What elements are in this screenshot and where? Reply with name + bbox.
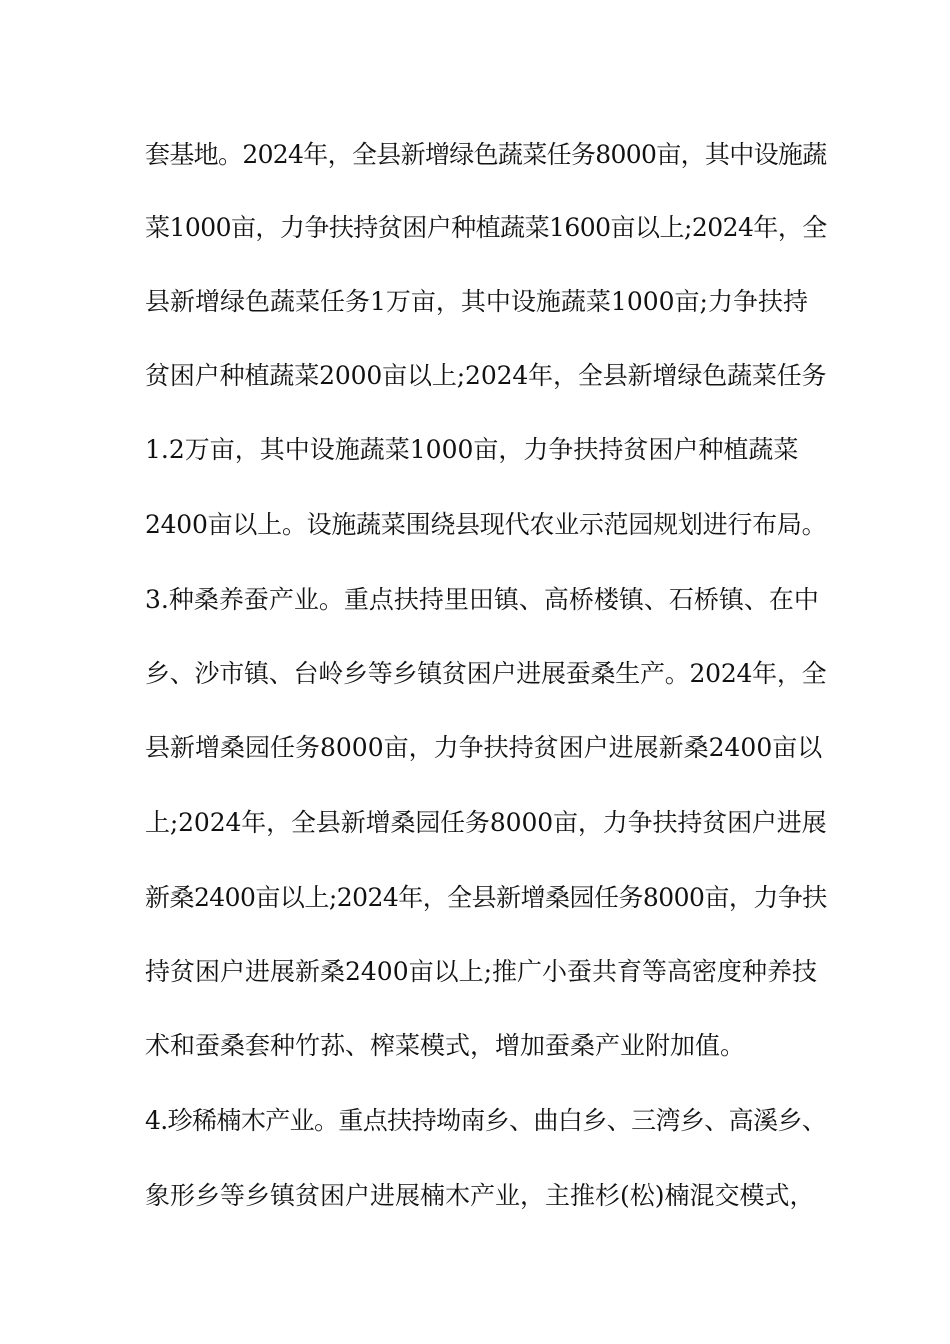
- text-line: 持贫困户进展新桑2400亩以上;推广小蚕共育等高密度种养技: [145, 957, 818, 986]
- text-line: 2400亩以上。设施蔬菜围绕县现代农业示范园规划进行布局。: [145, 510, 827, 539]
- text-line: 4.珍稀楠木产业。重点扶持坳南乡、曲白乡、三湾乡、高溪乡、: [145, 1106, 827, 1135]
- text-line: 1.2万亩，其中设施蔬菜1000亩，力争扶持贫困户种植蔬菜: [145, 435, 799, 464]
- text-line: 术和蚕桑套种竹荪、榨菜模式，增加蚕桑产业附加值。: [145, 1031, 746, 1060]
- text-line: 县新增绿色蔬菜任务1万亩，其中设施蔬菜1000亩;力争扶持: [145, 287, 808, 316]
- text-line: 上;2024年，全县新增桑园任务8000亩，力争扶持贫困户进展: [145, 808, 827, 837]
- text-line: 乡、沙市镇、台岭乡等乡镇贫困户进展蚕桑生产。2024年，全: [145, 659, 827, 688]
- text-line: 套基地。2024年，全县新增绿色蔬菜任务8000亩，其中设施蔬: [145, 140, 827, 169]
- text-line: 县新增桑园任务8000亩，力争扶持贫困户进展新桑2400亩以: [145, 733, 823, 762]
- text-line: 贫困户种植蔬菜2000亩以上;2024年，全县新增绿色蔬菜任务: [145, 361, 827, 390]
- text-line: 新桑2400亩以上;2024年，全县新增桑园任务8000亩，力争扶: [145, 883, 827, 912]
- text-line: 象形乡等乡镇贫困户进展楠木产业，主推杉(松)楠混交模式，: [145, 1181, 815, 1210]
- text-line: 3.种桑养蚕产业。重点扶持里田镇、高桥楼镇、石桥镇、在中: [145, 585, 819, 614]
- text-line: 菜1000亩，力争扶持贫困户种植蔬菜1600亩以上;2024年，全: [145, 213, 827, 242]
